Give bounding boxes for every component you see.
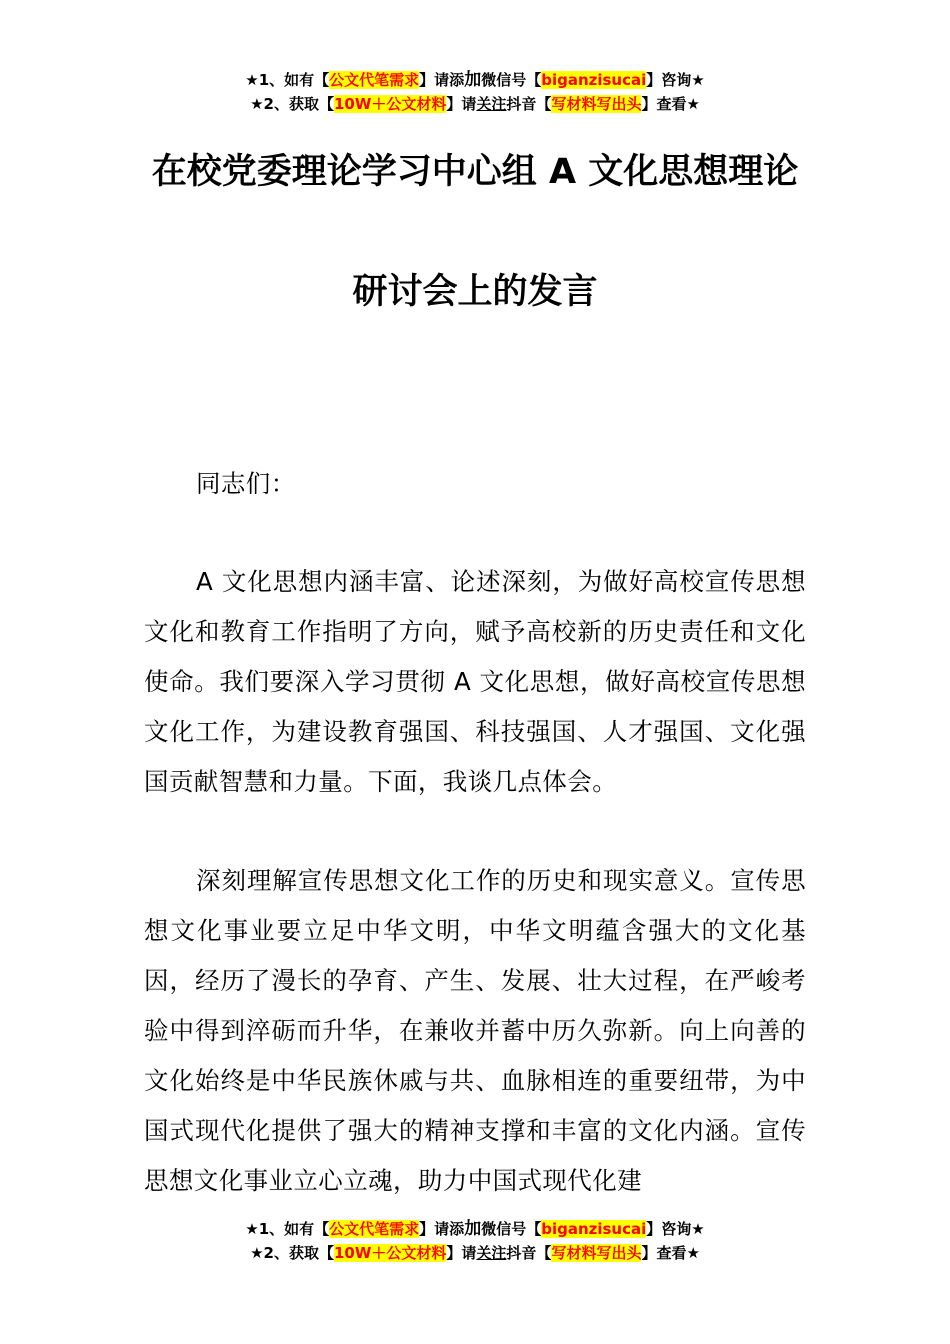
banner-text: 】请添 — [419, 71, 465, 89]
banner-highlight: 写材料写出头 — [551, 1244, 642, 1262]
banner-text: 】请添 — [419, 1220, 465, 1238]
banner-text: 】查看★ — [641, 95, 700, 113]
banner-line-2 — [0, 92, 950, 116]
banner-emphasis: 关注 — [476, 1244, 507, 1262]
banner-line-2 — [0, 1241, 950, 1265]
banner-highlight: 公文代笔需求 — [329, 1220, 420, 1238]
banner-text: ★2、获取【 — [250, 1244, 334, 1262]
banner-text: 抖音【 — [506, 1244, 552, 1262]
banner-text: ★1、如有【 — [245, 71, 330, 89]
banner-line-1 — [0, 68, 950, 92]
banner-text: 】咨询★ — [646, 71, 705, 89]
banner-text: 微信号【 — [481, 71, 542, 89]
document-title-line-2: 研讨会上的发言 — [352, 272, 598, 312]
document-title-line-1: 在校党委理论学习中心组 A 文化思想理论 — [151, 152, 799, 192]
banner-emphasis: 加 — [464, 1219, 482, 1239]
banner-line-1 — [0, 1217, 950, 1241]
banner-highlight: 10W＋公文材料 — [333, 95, 447, 113]
banner-emphasis: 加 — [464, 70, 482, 90]
banner-text: 抖音【 — [506, 95, 552, 113]
banner-highlight: 写材料写出头 — [551, 95, 642, 113]
banner-emphasis: 关注 — [476, 95, 507, 113]
header-banner — [0, 68, 950, 116]
banner-text: 】咨询★ — [646, 1220, 705, 1238]
banner-highlight: biganzisucai — [541, 71, 647, 89]
banner-text: 微信号【 — [481, 1220, 542, 1238]
banner-text: 】请 — [446, 95, 477, 113]
banner-text: 】请 — [446, 1244, 477, 1262]
body-paragraph: A 文化思想内涵丰富、论述深刻，为做好高校宣传思想文化和教育工作指明了方向，赋予高校新的历史责任和文化使命。我们要深入学习贯彻 A 文化思想，做好高校宣传思想文化工作，为建设教育强国、科技强国、人才强国、文化强国贡献智慧和力量。下面，我谈几点体会。 — [144, 567, 806, 796]
greeting: 同志们： — [196, 469, 296, 498]
banner-text: ★2、获取【 — [250, 95, 334, 113]
banner-text: ★1、如有【 — [245, 1220, 330, 1238]
banner-highlight: biganzisucai — [541, 1220, 647, 1238]
banner-highlight: 公文代笔需求 — [329, 71, 420, 89]
footer-banner — [0, 1217, 950, 1265]
banner-text: 】查看★ — [641, 1244, 700, 1262]
body-paragraph: 深刻理解宣传思想文化工作的历史和现实意义。宣传思想文化事业要立足中华文明，中华文明蕴含强大的文化基因，经历了漫长的孕育、产生、发展、壮大过程，在严峻考验中得到淬砺而升华，在兼收并蓄中历久弥新。向上向善的文化始终是中华民族休戚与共、血脉相连的重要纽带，为中国式现代化提供了强大的精神支撑和丰富的文化内涵。宣传思想文化事业立心立魂，助力中国式现代化建 — [144, 866, 806, 1195]
banner-highlight: 10W＋公文材料 — [333, 1244, 447, 1262]
